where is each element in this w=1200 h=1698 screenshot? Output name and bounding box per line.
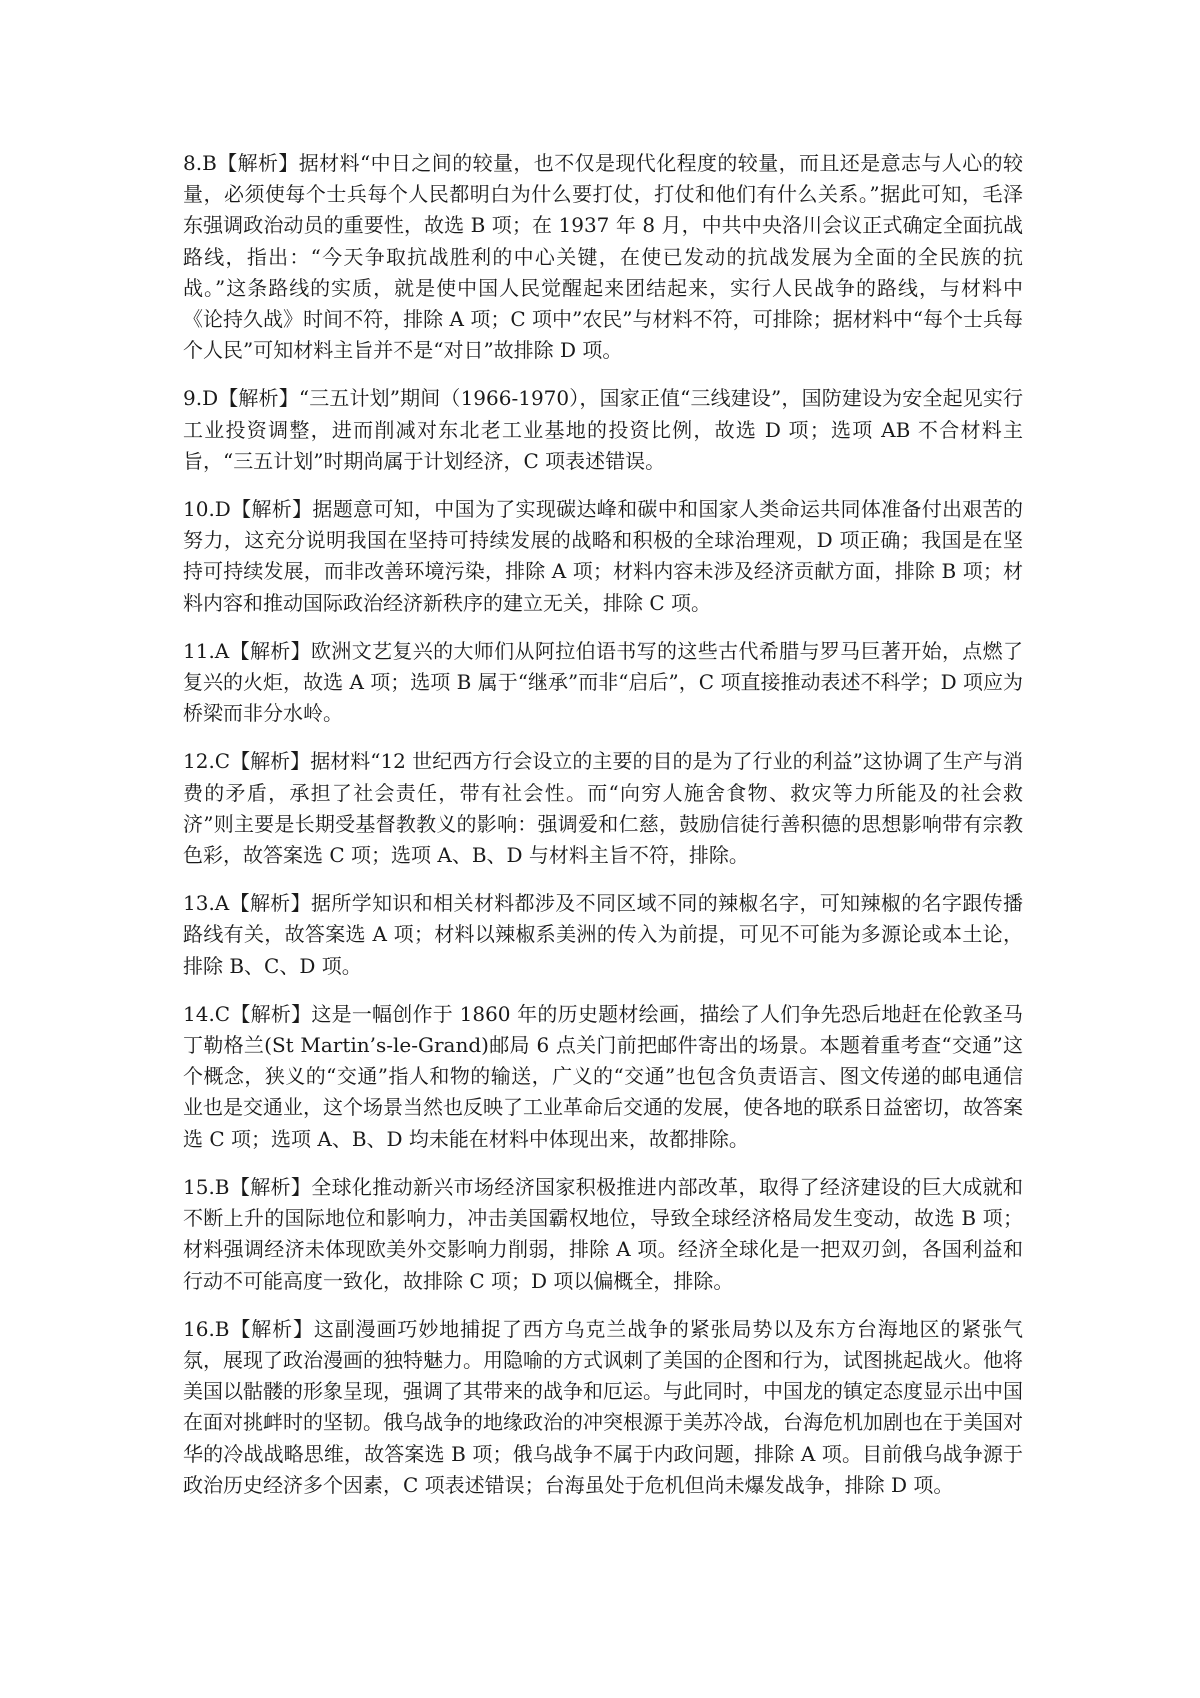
answer-10-explanation: 10.D【解析】据题意可知，中国为了实现碳达峰和碳中和国家人类命运共同体准备付出艰苦的努力，这充分说明我国在坚持可持续发展的战略和积极的全球治理观，D 项正确；我国是在坚持可持续发展，而非改善环境污染，排除 A 项；材料内容未涉及经济贡献方面，排除 B 项；材料内容和推动国际政治经济新秩序的建立无关，排除 C 项。 [183, 497, 1023, 615]
answer-explanations [183, 148, 1023, 1518]
answer-14-explanation: 14.C【解析】这是一幅创作于 1860 年的历史题材绘画，描绘了人们争先恐后地赶在伦敦圣马丁勒格兰(St Martin’s-le-Grand)邮局 6 点关门前把邮件寄出的场景。本题着重考查“交通”这个概念，狭义的“交通”指人和物的输送，广义的“交通”也包含负责语言、图文传递的邮电通信业也是交通业，这个场景当然也反映了工业革命后交通的发展，使各地的联系日益密切，故答案选 C 项；选项 A、B、D 均未能在材料中体现出来，故都排除。 [183, 1001, 1023, 1151]
answer-15-explanation: 15.B【解析】全球化推动新兴市场经济国家积极推进内部改革，取得了经济建设的巨大成就和不断上升的国际地位和影响力，冲击美国霸权地位，导致全球经济格局发生变动，故选 B 项；材料强调经济未体现欧美外交影响力削弱，排除 A 项。经济全球化是一把双刃剑，各国利益和行动不可能高度一致化，故排除 C 项；D 项以偏概全，排除。 [183, 1174, 1023, 1293]
answer-8-explanation: 8.B【解析】据材料“中日之间的较量，也不仅是现代化程度的较量，而且还是意志与人心的较量，必须使每个士兵每个人民都明白为什么要打仗，打仗和他们有什么关系。”据此可知，毛泽东强调政治动员的重要性，故选 B 项；在 1937 年 8 月，中共中央洛川会议正式确定全面抗战路线，指出：“今天争取抗战胜利的中心关键，在使已发动的抗战发展为全面的全民族的抗战。”这条路线的实质，就是使中国人民觉醒起来团结起来，实行人民战争的路线，与材料中《论持久战》时间不符，排除 A 项；C 项中”农民”与材料不符，可排除；据材料中“每个士兵每个人民”可知材料主旨并不是“对日”故排除 D 项。 [183, 151, 1023, 363]
answer-12-explanation: 12.C【解析】据材料“12 世纪西方行会设立的主要的目的是为了行业的利益”这协调了生产与消费的矛盾，承担了社会责任，带有社会性。而“向穷人施舍食物、救灾等力所能及的社会救济”则主要是长期受基督教教义的影响：强调爱和仁慈，鼓励信徒行善积德的思想影响带有宗教色彩，故答案选 C 项；选项 A、B、D 与材料主旨不符，排除。 [183, 749, 1023, 868]
answer-11-explanation: 11.A【解析】欧洲文艺复兴的大师们从阿拉伯语书写的这些古代希腊与罗马巨著开始，点燃了复兴的火炬，故选 A 项；选项 B 属于“继承”而非“启后”，C 项直接推动表述不科学；D 项应为桥梁而非分水岭。 [183, 638, 1023, 726]
answer-16-explanation: 16.B【解析】这副漫画巧妙地捕捉了西方乌克兰战争的紧张局势以及东方台海地区的紧张气氛，展现了政治漫画的独特魅力。用隐喻的方式讽刺了美国的企图和行为，试图挑起战火。他将美国以骷髅的形象呈现，强调了其带来的战争和厄运。与此同时，中国龙的镇定态度显示出中国在面对挑衅时的坚韧。俄乌战争的地缘政治的冲突根源于美苏冷战，台海危机加剧也在于美国对华的冷战战略思维，故答案选 B 项；俄乌战争不属于内政问题，排除 A 项。目前俄乌战争源于政治历史经济多个因素，C 项表述错误；台海虽处于危机但尚未爆发战争，排除 D 项。 [183, 1316, 1023, 1497]
answer-9-explanation: 9.D【解析】“三五计划”期间（1966-1970），国家正值“三线建设”，国防建设为安全起见实行工业投资调整，进而削减对东北老工业基地的投资比例，故选 D 项；选项 AB 不合材料主旨，“三五计划”时期尚属于计划经济，C 项表述错误。 [183, 386, 1023, 473]
answer-13-explanation: 13.A【解析】据所学知识和相关材料都涉及不同区域不同的辣椒名字，可知辣椒的名字跟传播路线有关，故答案选 A 项；材料以辣椒系美洲的传入为前提，可见不可能为多源论或本土论，排除 B、C、D 项。 [183, 891, 1023, 978]
